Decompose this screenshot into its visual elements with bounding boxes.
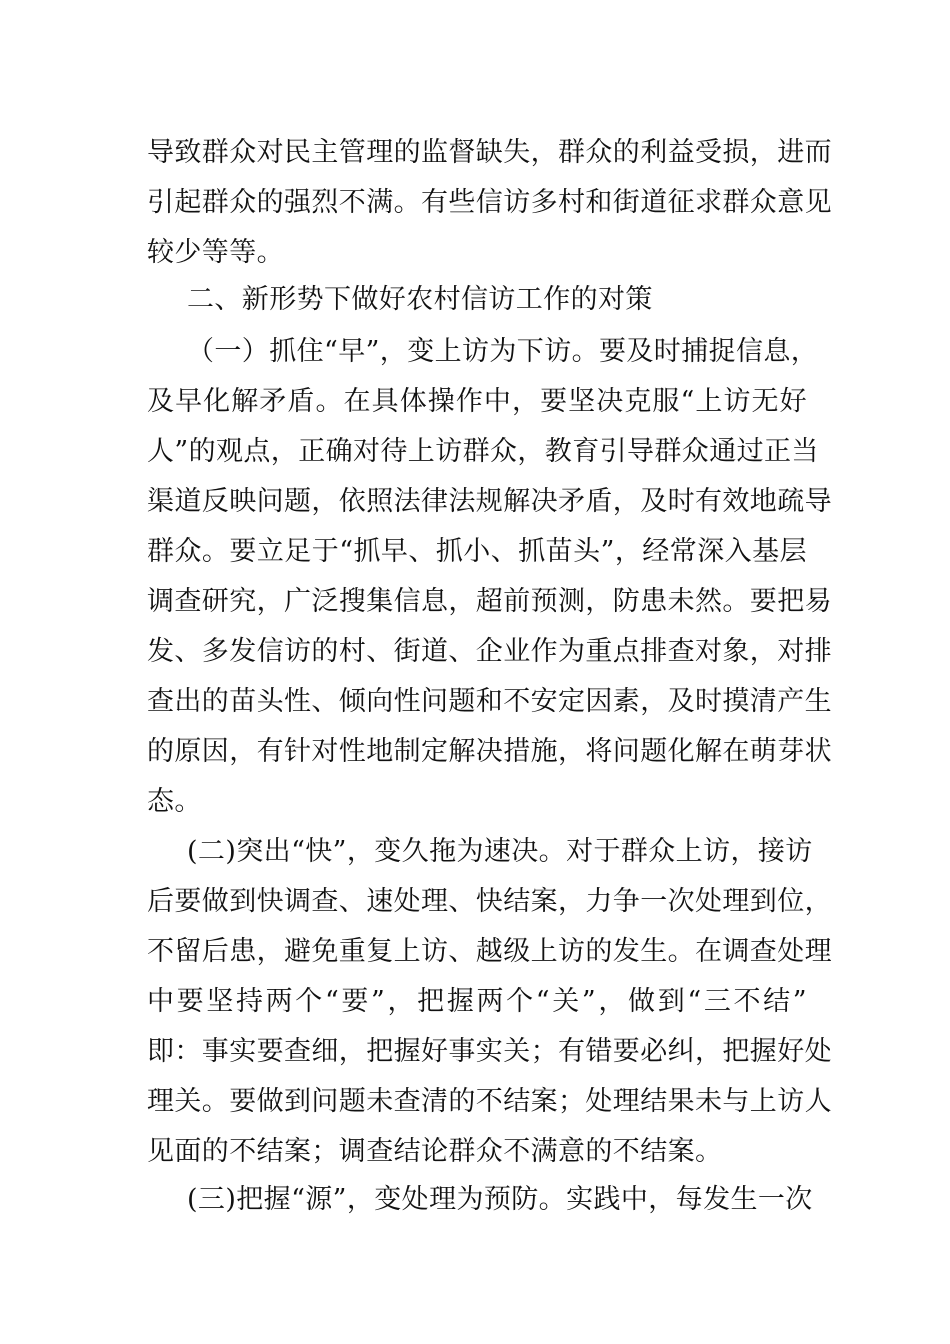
text-line: 不留后患，避免重复上访、越级上访的发生。在调查处理	[147, 936, 832, 967]
text-line: 渠道反映问题，依照法律法规解决矛盾，及时有效地疏导	[147, 486, 832, 517]
text-line: 群众。要立足于“抓早、抓小、抓苗头”，经常深入基层	[147, 536, 807, 567]
text-line: 理关。要做到问题未查清的不结案；处理结果未与上访人	[147, 1086, 832, 1117]
text-line: 引起群众的强烈不满。有些信访多村和街道征求群众意见	[147, 187, 832, 218]
text-line: 后要做到快调查、速处理、快结案，力争一次处理到位，	[147, 886, 832, 917]
text-line: 发、多发信访的村、街道、企业作为重点排查对象，对排	[147, 636, 832, 667]
section-heading: 二、新形势下做好农村信访工作的对策	[187, 284, 653, 315]
text-line: 的原因，有针对性地制定解决措施，将问题化解在萌芽状	[147, 736, 832, 767]
text-line: 查出的苗头性、倾向性问题和不安定因素，及时摸清产生	[147, 686, 832, 717]
text-line: 导致群众对民主管理的监督缺失，群众的利益受损，进而	[147, 137, 832, 168]
text-line: (三)把握“源”，变处理为预防。实践中，每发生一次	[187, 1184, 813, 1215]
text-line: 及早化解矛盾。在具体操作中，要坚决克服“上访无好	[147, 386, 807, 417]
text-line: 中要坚持两个“要”，把握两个“关”，做到“三不结”	[147, 986, 807, 1017]
text-line: 即：事实要查细，把握好事实关；有错要必纠，把握好处	[147, 1036, 832, 1067]
text-line: 较少等等。	[147, 237, 284, 268]
text-line: (二)突出“快”，变久拖为速决。对于群众上访，接访	[187, 836, 813, 867]
text-line: （一）抓住“早”，变上访为下访。要及时捕捉信息，	[187, 336, 819, 367]
text-line: 态。	[147, 786, 202, 817]
text-line: 调查研究，广泛搜集信息，超前预测，防患未然。要把易	[147, 586, 832, 617]
text-line: 见面的不结案；调查结论群众不满意的不结案。	[147, 1136, 723, 1167]
text-line: 人”的观点，正确对待上访群众，教育引导群众通过正当	[147, 436, 819, 467]
